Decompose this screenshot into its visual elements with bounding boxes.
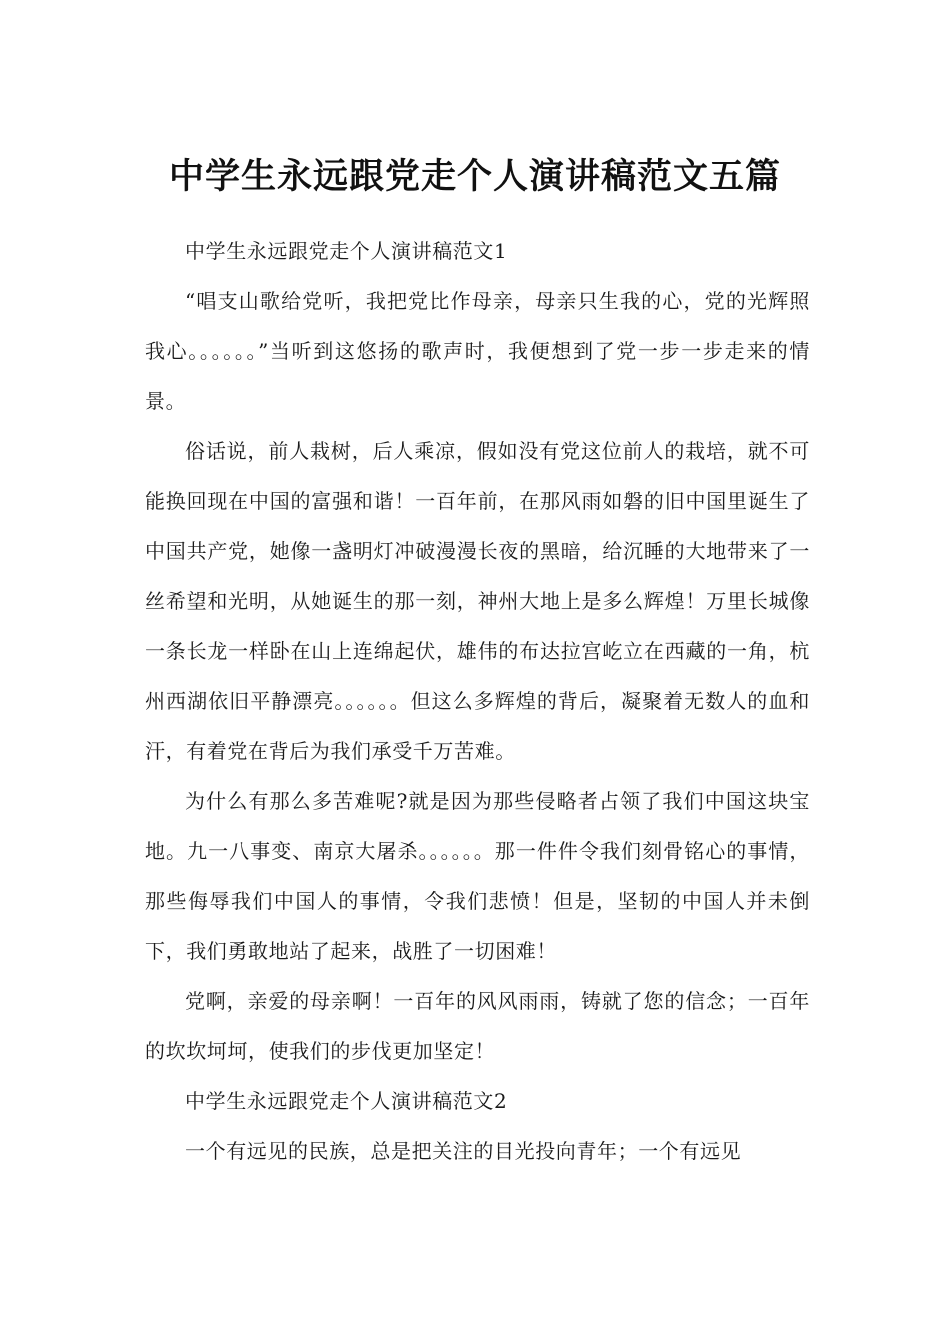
section-heading-1: 中学生永远跟党走个人演讲稿范文1 xyxy=(185,239,508,263)
paragraph: 为什么有那么多苦难呢?就是因为那些侵略者占领了我们中国这块宝地。九一八事变、南京大屠杀。。。。。。那一件件令我们刻骨铭心的事情，那些侮辱我们中国人的事情，令我们悲愤！但是，坚韧的中国人并未倒下，我们勇敢地站了起来，战胜了一切困难！ xyxy=(145,789,810,963)
paragraph: “唱支山歌给党听，我把党比作母亲，母亲只生我的心，党的光辉照我心。。。。。。”当听到这悠扬的歌声时，我便想到了党一步一步走来的情景。 xyxy=(145,289,810,413)
paragraph: 党啊，亲爱的母亲啊！一百年的风风雨雨，铸就了您的信念；一百年的坎坎坷坷，使我们的步伐更加坚定！ xyxy=(145,989,810,1063)
document-title: 中学生永远跟党走个人演讲稿范文五篇 xyxy=(168,157,781,198)
paragraph: 俗话说，前人栽树，后人乘凉，假如没有党这位前人的栽培，就不可能换回现在中国的富强和谐！一百年前，在那风雨如磐的旧中国里诞生了中国共产党，她像一盏明灯冲破漫漫长夜的黑暗，给沉睡的大地带来了一丝希望和光明，从她诞生的那一刻，神州大地上是多么辉煌！万里长城像一条长龙一样卧在山上连绵起伏，雄伟的布达拉宫屹立在西藏的一角，杭州西湖依旧平静漂亮。。。。。。但这么多辉煌的背后，凝聚着无数人的血和汗，有着党在背后为我们承受千万苦难。 xyxy=(145,439,810,763)
section-heading-2: 中学生永远跟党走个人演讲稿范文2 xyxy=(185,1089,508,1113)
document-body xyxy=(145,226,810,1176)
paragraph: 一个有远见的民族，总是把关注的目光投向青年；一个有远见 xyxy=(185,1139,742,1163)
